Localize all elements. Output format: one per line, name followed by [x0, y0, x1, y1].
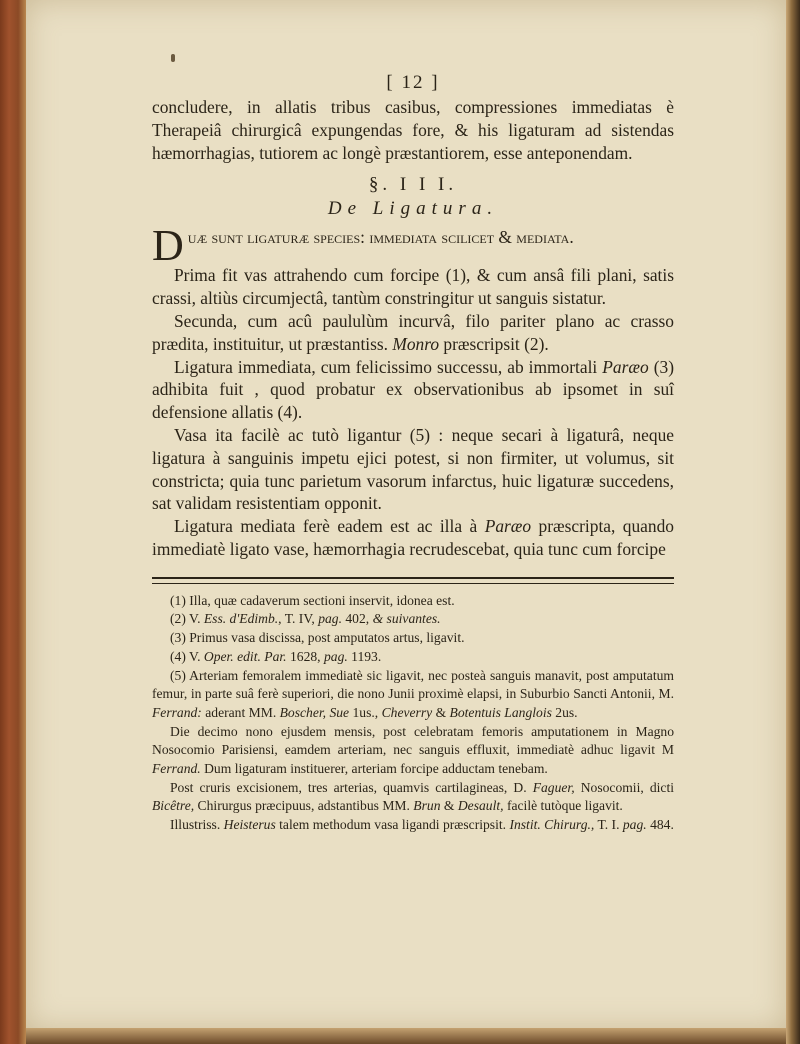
fn6-b: Dum ligaturam instituerer, arteriam forcipe adductam tenebam. [200, 761, 548, 777]
fn5-d: & [432, 704, 450, 720]
page-bottom-edge [26, 1028, 786, 1044]
footnote-3: (3) Primus vasa discissa, post amputatos artus, ligavit. [170, 630, 465, 646]
paragraph-3-text-a: Secunda, cum acû paululùm incurvâ, filo pariter plano ac crasso prædita, instituitur, ut præstantiss. [152, 310, 674, 354]
author-name-monro: Monro [392, 333, 440, 354]
fn4-it2: pag. [323, 648, 348, 664]
fn2-a: (2) V. [170, 611, 204, 627]
page-content [152, 72, 674, 835]
footnote-8 [152, 816, 674, 835]
fn5-it4: Botentuis Langlois [449, 704, 552, 720]
fn2-c: 402, [341, 611, 373, 627]
paragraph-4 [152, 356, 674, 424]
fn5-it2: Boscher, Sue [279, 704, 350, 720]
fn8-c: T. I. [594, 817, 623, 833]
paragraph-2: Prima fit vas attrahendo cum forcipe (1), & cum ansâ fili plani, satis crassi, altiùs circumjectâ, tantùm constringitur ut sanguis sistatur. [152, 265, 674, 309]
footnote-1: (1) Illa, quæ cadaverum sectioni inservit, idonea est. [170, 592, 455, 608]
fn4-b: 1628, [286, 648, 324, 664]
footnote-2 [152, 610, 674, 629]
page-number: [ 12 ] [386, 72, 440, 93]
fn4-a: (4) V. [170, 648, 204, 664]
fn4-it: Oper. edit. Par. [203, 648, 287, 664]
paragraph-1-text: uæ sunt ligaturæ species: immediata scilicet & mediata. [187, 227, 574, 248]
fn2-b: , T. IV, [278, 611, 319, 627]
section-title: De Ligatura. [327, 198, 499, 220]
fn8-it2: Instit. Chirurg., [509, 817, 595, 833]
fn4-c: 1193. [347, 648, 382, 664]
fn6-a: Die decimo nono ejusdem mensis, post celebratam femoris amputationem in Magno Nosocomio Parisiensi, eamdem arteriam, nec sanguis effluxit, immediatè adhuc ligavit M [152, 723, 674, 758]
fn2-it: Ess. d'Edimb. [203, 611, 279, 627]
fn5-c: 1us., [349, 704, 382, 720]
section-number: §. I I I. [368, 174, 458, 196]
fn8-b: talem methodum vasa ligandi præscripsit. [275, 817, 510, 833]
paragraph-6-text-b: præscripta, quando immediatè ligato vase, hæmorrhagia recrudescebat, quia tunc cum forcipe [152, 516, 674, 559]
fn8-it: Heisterus [223, 817, 276, 833]
footnote-divider [152, 577, 674, 584]
paragraph-4-text-b: (3) adhibita fuit , quod probatur ex observationibus ab ipsomet in suî defensione allatis (4). [152, 356, 674, 423]
intro-paragraph: concludere, in allatis tribus casibus, compressiones immediatas è Therapeiâ chirurgicâ expungendas fore, & his ligaturam ad sistendas hæmorrhagias, tutiorem ac longè præstantiorem, esse anteponendam. [152, 97, 674, 163]
fn5-it3: Cheverry [381, 704, 433, 720]
fn5-it: Ferrand: [152, 704, 202, 720]
fn2-it3: & suivantes. [372, 611, 441, 627]
fn8-it3: pag. [622, 817, 647, 833]
paragraph-5: Vasa ita facilè ac tutò ligantur (5) : neque secari à ligaturâ, neque ligatura à sanguinis impetu ejici potest, si non firmiter, ut volumus, sit constricta; quia tunc parietum vasorum infarctus, huic ligaturæ succedens, sat validam resistentiam opponit. [152, 424, 674, 514]
fn2-it2: pag. [318, 611, 342, 627]
fn7-it2: Bicêtre, [152, 798, 195, 814]
fn8-a: Illustriss. [170, 817, 224, 833]
footnote-6 [152, 723, 674, 779]
paragraph-1 [152, 221, 674, 271]
fn7-b: Nosocomii, dicti [574, 779, 674, 795]
fn7-it: Faguer, [532, 779, 575, 795]
paragraph-3-text-b: præscripsit (2). [439, 333, 549, 354]
drop-cap: D [152, 221, 184, 271]
fn7-d: & [440, 798, 458, 814]
ink-mark [171, 54, 175, 62]
footnote-4 [152, 648, 674, 667]
paragraph-6 [152, 515, 674, 561]
book-binding-left [0, 0, 26, 1044]
fn5-e: 2us. [551, 704, 578, 720]
author-name-paraeo: Paræo [602, 356, 649, 377]
paragraph-6-text-a: Ligatura mediata ferè eadem est ac illa à [174, 516, 485, 537]
author-name-paraeo-2: Paræo [484, 516, 532, 537]
footnote-7 [152, 779, 674, 816]
fn7-it3: Brun [413, 798, 441, 814]
footnote-5 [152, 667, 674, 723]
fn5-b: aderant MM. [201, 704, 280, 720]
fn5-a: (5) Arteriam femoralem immediatè sic ligavit, nec posteà sanguis manavit, post amputatum femur, in parte suâ ferè superiori, die nono Junii proximè elapsi, in Suburbio Sancti Antonii, M. [152, 667, 674, 702]
fn7-a: Post cruris excisionem, tres arterias, quamvis cartilagineas, D. [170, 779, 533, 795]
fn7-it4: Desault, [457, 798, 504, 814]
book-binding-right [786, 0, 800, 1044]
paragraph-4-text-a: Ligatura immediata, cum felicissimo successu, ab immortali [174, 356, 603, 377]
fn7-e: facilè tutòque ligavit. [503, 798, 623, 814]
fn8-d: 484. [646, 817, 674, 833]
fn7-c: Chirurgus præcipuus, adstantibus MM. [194, 798, 414, 814]
paragraph-3 [152, 310, 674, 356]
fn6-it: Ferrand. [152, 761, 201, 777]
